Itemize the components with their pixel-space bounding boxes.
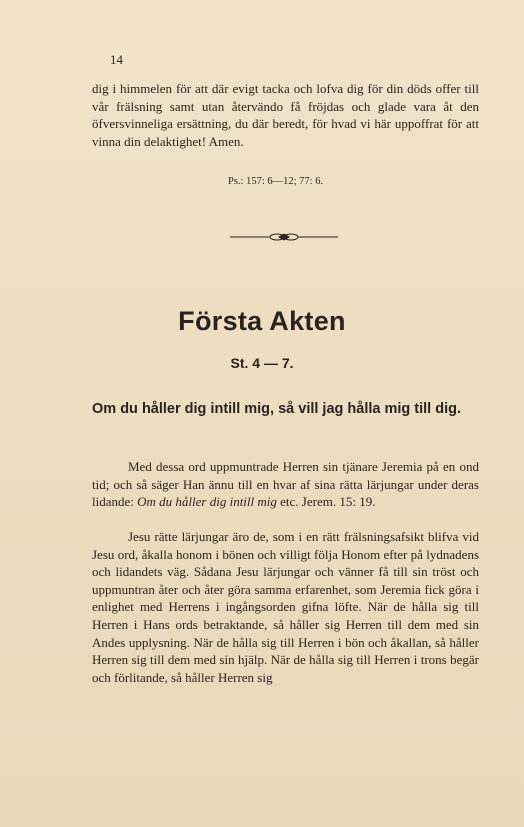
psalm-reference: Ps.: 157: 6—12; 77: 6. xyxy=(228,176,324,187)
para1-text-start: Med dessa ord uppmuntrade Herren sin tjänare Jeremia på en ond tid; och så säger Han ännu till en hvar af sina rätta lärjungar under deras lidande: xyxy=(92,459,479,510)
para1-quote: Om du håller dig intill mig xyxy=(137,494,277,510)
page-number: 14 xyxy=(110,52,123,67)
body-paragraph-2: Jesu rätte lärjungar äro de, som i en rätt frälsningsafsikt blifva vid Jesu ord, åkalla honom i bönen och villigt följa Honom efter på lydnadens och lidandets väg. Sådana Jesu lärjungar och vänner få till sin tröst och uppmuntran åter och åter göra samma erfarenhet, som Jeremia fick göra i enlighet med Herrens i ingångsorden gifna löfte. När de hålla sig till Herren i Hans ords betraktande, så håller sig Herren till dem med sin Andes upplysning. När de hålla sig till Herren i bön och åkallan, så håller Herren sig till dem med sin hjälp. När de hålla sig till Herren i trons begär och förlitande, så håller Herren sig xyxy=(92,529,479,685)
section-heading: Om du håller dig intill mig, så vill jag hålla mig till dig. xyxy=(92,401,461,417)
decorative-rule-icon xyxy=(230,231,338,243)
body-paragraph-1 xyxy=(92,458,479,511)
scene-range: St. 4 — 7. xyxy=(230,355,294,371)
para1-text-end: etc. Jerem. 15: 19. xyxy=(276,494,376,510)
act-title: Första Akten xyxy=(178,306,346,336)
intro-paragraph: dig i himmelen för att där evigt tacka och lofva dig för din döds offer till vår frälsning samt utan återvändo få fröjdas och glade vara åt den öfversvinneliga ersättning, du där beredt, för hvad vi här uppoffrat för att vinna din delaktighet! Amen. xyxy=(92,81,479,149)
